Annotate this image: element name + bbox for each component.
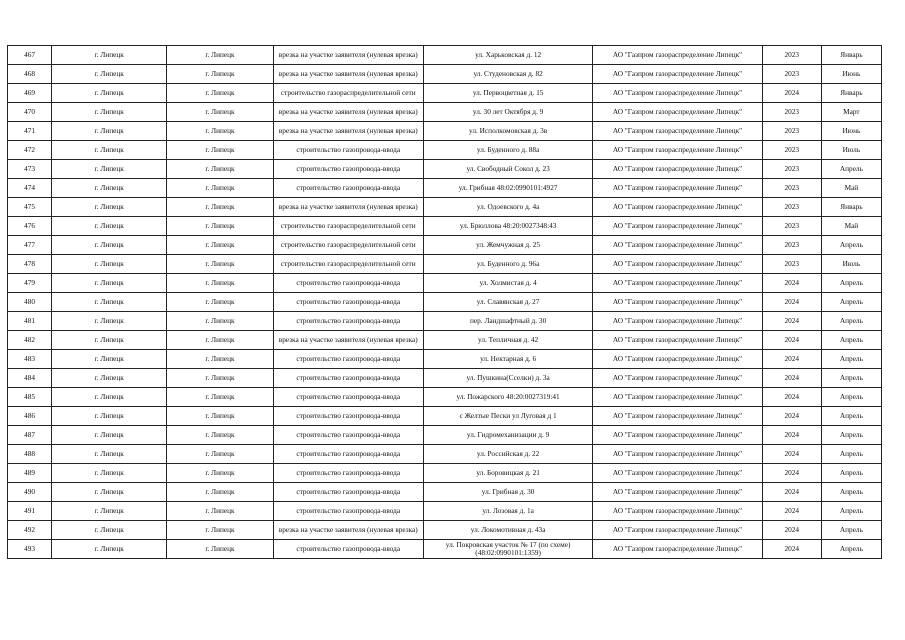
- row-number-cell: 479: [8, 274, 52, 293]
- table-row: [8, 198, 882, 217]
- settlement-cell: г. Липецк: [167, 274, 273, 293]
- table-row: [8, 445, 882, 464]
- work-type-cell: строительство газопровода-ввода: [273, 407, 423, 426]
- month-cell: Июль: [821, 255, 881, 274]
- address-cell: ул. Гидромеханизации д. 9: [423, 426, 592, 445]
- settlement-cell: г. Липецк: [167, 179, 273, 198]
- organization-cell: АО "Газпром газораспределение Липецк": [593, 84, 762, 103]
- work-type-cell: строительство газопровода-ввода: [273, 483, 423, 502]
- table-row: [8, 103, 882, 122]
- month-cell: Июнь: [821, 65, 881, 84]
- organization-cell: АО "Газпром газораспределение Липецк": [593, 65, 762, 84]
- table-row: [8, 236, 882, 255]
- month-cell: Апрель: [821, 502, 881, 521]
- table-row: [8, 255, 882, 274]
- settlement-cell: г. Липецк: [167, 236, 273, 255]
- settlement-cell: г. Липецк: [167, 464, 273, 483]
- settlement-cell: г. Липецк: [167, 369, 273, 388]
- work-type-cell: строительство газораспределительной сети: [273, 255, 423, 274]
- city-cell: г. Липецк: [52, 483, 167, 502]
- year-cell: 2023: [762, 217, 821, 236]
- table-row: [8, 312, 882, 331]
- settlement-cell: г. Липецк: [167, 160, 273, 179]
- row-number-cell: 481: [8, 312, 52, 331]
- table-row: [8, 426, 882, 445]
- city-cell: г. Липецк: [52, 236, 167, 255]
- address-cell: ул. Жемчужная д. 25: [423, 236, 592, 255]
- address-cell: ул. Одоевского д. 4а: [423, 198, 592, 217]
- settlement-cell: г. Липецк: [167, 350, 273, 369]
- city-cell: г. Липецк: [52, 388, 167, 407]
- organization-cell: АО "Газпром газораспределение Липецк": [593, 483, 762, 502]
- table-row: [8, 293, 882, 312]
- month-cell: Апрель: [821, 426, 881, 445]
- year-cell: 2023: [762, 141, 821, 160]
- work-type-cell: строительство газопровода-ввода: [273, 179, 423, 198]
- settlement-cell: г. Липецк: [167, 502, 273, 521]
- table-row: [8, 521, 882, 540]
- table-row: [8, 217, 882, 236]
- month-cell: Апрель: [821, 388, 881, 407]
- address-cell: ул. Боровицкая д. 21: [423, 464, 592, 483]
- address-cell: ул. Локомотивная д. 43а: [423, 521, 592, 540]
- month-cell: Январь: [821, 198, 881, 217]
- month-cell: Апрель: [821, 274, 881, 293]
- organization-cell: АО "Газпром газораспределение Липецк": [593, 198, 762, 217]
- city-cell: г. Липецк: [52, 84, 167, 103]
- address-cell: ул. Первоцветная д. 15: [423, 84, 592, 103]
- year-cell: 2023: [762, 122, 821, 141]
- address-cell: с Желтые Пески ул Луговая д 1: [423, 407, 592, 426]
- city-cell: г. Липецк: [52, 426, 167, 445]
- organization-cell: АО "Газпром газораспределение Липецк": [593, 103, 762, 122]
- address-cell: ул. Холмистая д. 4: [423, 274, 592, 293]
- year-cell: 2023: [762, 198, 821, 217]
- work-type-cell: строительство газопровода-ввода: [273, 274, 423, 293]
- row-number-cell: 474: [8, 179, 52, 198]
- year-cell: 2024: [762, 521, 821, 540]
- row-number-cell: 468: [8, 65, 52, 84]
- table-row: [8, 160, 882, 179]
- city-cell: г. Липецк: [52, 274, 167, 293]
- organization-cell: АО "Газпром газораспределение Липецк": [593, 521, 762, 540]
- work-type-cell: врезка на участке заявителя (нулевая врезка): [273, 521, 423, 540]
- table-row: [8, 502, 882, 521]
- address-cell: пер. Ландшафтный д. 30: [423, 312, 592, 331]
- organization-cell: АО "Газпром газораспределение Липецк": [593, 464, 762, 483]
- city-cell: г. Липецк: [52, 521, 167, 540]
- settlement-cell: г. Липецк: [167, 312, 273, 331]
- address-cell: ул. Студеновская д. 82: [423, 65, 592, 84]
- address-cell: ул. Свободный Сокол д. 23: [423, 160, 592, 179]
- settlement-cell: г. Липецк: [167, 122, 273, 141]
- month-cell: Апрель: [821, 331, 881, 350]
- row-number-cell: 473: [8, 160, 52, 179]
- settlement-cell: г. Липецк: [167, 65, 273, 84]
- city-cell: г. Липецк: [52, 407, 167, 426]
- organization-cell: АО "Газпром газораспределение Липецк": [593, 426, 762, 445]
- city-cell: г. Липецк: [52, 293, 167, 312]
- work-type-cell: строительство газопровода-ввода: [273, 160, 423, 179]
- table-body: [8, 46, 882, 559]
- year-cell: 2024: [762, 407, 821, 426]
- month-cell: Апрель: [821, 312, 881, 331]
- month-cell: Апрель: [821, 483, 881, 502]
- month-cell: Март: [821, 103, 881, 122]
- year-cell: 2024: [762, 274, 821, 293]
- table-row: [8, 464, 882, 483]
- work-type-cell: врезка на участке заявителя (нулевая врезка): [273, 198, 423, 217]
- table-row: [8, 122, 882, 141]
- work-type-cell: строительство газопровода-ввода: [273, 312, 423, 331]
- address-cell: ул. Славянская д. 27: [423, 293, 592, 312]
- year-cell: 2024: [762, 350, 821, 369]
- work-type-cell: врезка на участке заявителя (нулевая врезка): [273, 103, 423, 122]
- row-number-cell: 482: [8, 331, 52, 350]
- address-cell: ул. Пушкина(Сселки) д. 3а: [423, 369, 592, 388]
- row-number-cell: 478: [8, 255, 52, 274]
- row-number-cell: 492: [8, 521, 52, 540]
- city-cell: г. Липецк: [52, 445, 167, 464]
- city-cell: г. Липецк: [52, 540, 167, 559]
- year-cell: 2023: [762, 65, 821, 84]
- row-number-cell: 476: [8, 217, 52, 236]
- work-type-cell: врезка на участке заявителя (нулевая врезка): [273, 331, 423, 350]
- month-cell: Январь: [821, 84, 881, 103]
- work-type-cell: строительство газопровода-ввода: [273, 293, 423, 312]
- month-cell: Апрель: [821, 521, 881, 540]
- year-cell: 2024: [762, 426, 821, 445]
- organization-cell: АО "Газпром газораспределение Липецк": [593, 179, 762, 198]
- table-row: [8, 369, 882, 388]
- work-type-cell: строительство газопровода-ввода: [273, 369, 423, 388]
- city-cell: г. Липецк: [52, 217, 167, 236]
- month-cell: Январь: [821, 46, 881, 65]
- year-cell: 2024: [762, 84, 821, 103]
- row-number-cell: 491: [8, 502, 52, 521]
- table-row: [8, 84, 882, 103]
- row-number-cell: 486: [8, 407, 52, 426]
- month-cell: Апрель: [821, 407, 881, 426]
- settlement-cell: г. Липецк: [167, 198, 273, 217]
- address-cell: ул. Буденного д. 96а: [423, 255, 592, 274]
- organization-cell: АО "Газпром газораспределение Липецк": [593, 540, 762, 559]
- city-cell: г. Липецк: [52, 122, 167, 141]
- work-type-cell: строительство газораспределительной сети: [273, 236, 423, 255]
- month-cell: Май: [821, 217, 881, 236]
- settlement-cell: г. Липецк: [167, 103, 273, 122]
- year-cell: 2024: [762, 312, 821, 331]
- work-type-cell: строительство газопровода-ввода: [273, 464, 423, 483]
- year-cell: 2024: [762, 502, 821, 521]
- organization-cell: АО "Газпром газораспределение Липецк": [593, 369, 762, 388]
- address-cell: ул. Грибная д. 30: [423, 483, 592, 502]
- month-cell: Июль: [821, 141, 881, 160]
- year-cell: 2024: [762, 445, 821, 464]
- address-cell: ул. Брюллова 48:20:0027348:43: [423, 217, 592, 236]
- year-cell: 2024: [762, 483, 821, 502]
- work-type-cell: строительство газораспределительной сети: [273, 217, 423, 236]
- year-cell: 2024: [762, 369, 821, 388]
- table-row: [8, 388, 882, 407]
- row-number-cell: 477: [8, 236, 52, 255]
- table-row: [8, 331, 882, 350]
- month-cell: Апрель: [821, 540, 881, 559]
- organization-cell: АО "Газпром газораспределение Липецк": [593, 255, 762, 274]
- month-cell: Апрель: [821, 350, 881, 369]
- settlement-cell: г. Липецк: [167, 217, 273, 236]
- address-cell: ул. 30 лет Октября д. 9: [423, 103, 592, 122]
- month-cell: Июнь: [821, 122, 881, 141]
- gasification-table: [7, 45, 882, 559]
- work-type-cell: врезка на участке заявителя (нулевая врезка): [273, 46, 423, 65]
- year-cell: 2023: [762, 160, 821, 179]
- organization-cell: АО "Газпром газораспределение Липецк": [593, 160, 762, 179]
- city-cell: г. Липецк: [52, 141, 167, 160]
- row-number-cell: 470: [8, 103, 52, 122]
- settlement-cell: г. Липецк: [167, 407, 273, 426]
- year-cell: 2024: [762, 293, 821, 312]
- row-number-cell: 475: [8, 198, 52, 217]
- year-cell: 2023: [762, 46, 821, 65]
- row-number-cell: 488: [8, 445, 52, 464]
- table-row: [8, 46, 882, 65]
- work-type-cell: строительство газопровода-ввода: [273, 445, 423, 464]
- month-cell: Апрель: [821, 445, 881, 464]
- table-row: [8, 483, 882, 502]
- table-row: [8, 540, 882, 559]
- work-type-cell: врезка на участке заявителя (нулевая врезка): [273, 122, 423, 141]
- organization-cell: АО "Газпром газораспределение Липецк": [593, 312, 762, 331]
- row-number-cell: 483: [8, 350, 52, 369]
- settlement-cell: г. Липецк: [167, 540, 273, 559]
- month-cell: Апрель: [821, 236, 881, 255]
- address-cell: ул. Грибная 48:02:0990101:4927: [423, 179, 592, 198]
- organization-cell: АО "Газпром газораспределение Липецк": [593, 388, 762, 407]
- organization-cell: АО "Газпром газораспределение Липецк": [593, 46, 762, 65]
- row-number-cell: 472: [8, 141, 52, 160]
- work-type-cell: строительство газопровода-ввода: [273, 426, 423, 445]
- city-cell: г. Липецк: [52, 464, 167, 483]
- table-row: [8, 65, 882, 84]
- settlement-cell: г. Липецк: [167, 255, 273, 274]
- row-number-cell: 490: [8, 483, 52, 502]
- row-number-cell: 467: [8, 46, 52, 65]
- settlement-cell: г. Липецк: [167, 331, 273, 350]
- row-number-cell: 489: [8, 464, 52, 483]
- settlement-cell: г. Липецк: [167, 521, 273, 540]
- row-number-cell: 493: [8, 540, 52, 559]
- address-cell: ул. Буденного д. 88а: [423, 141, 592, 160]
- settlement-cell: г. Липецк: [167, 84, 273, 103]
- organization-cell: АО "Газпром газораспределение Липецк": [593, 350, 762, 369]
- table-row: [8, 141, 882, 160]
- city-cell: г. Липецк: [52, 179, 167, 198]
- year-cell: 2023: [762, 103, 821, 122]
- work-type-cell: строительство газопровода-ввода: [273, 388, 423, 407]
- table-row: [8, 179, 882, 198]
- city-cell: г. Липецк: [52, 103, 167, 122]
- year-cell: 2024: [762, 540, 821, 559]
- month-cell: Апрель: [821, 369, 881, 388]
- table-row: [8, 407, 882, 426]
- organization-cell: АО "Газпром газораспределение Липецк": [593, 293, 762, 312]
- city-cell: г. Липецк: [52, 65, 167, 84]
- settlement-cell: г. Липецк: [167, 483, 273, 502]
- organization-cell: АО "Газпром газораспределение Липецк": [593, 502, 762, 521]
- row-number-cell: 480: [8, 293, 52, 312]
- city-cell: г. Липецк: [52, 160, 167, 179]
- settlement-cell: г. Липецк: [167, 445, 273, 464]
- settlement-cell: г. Липецк: [167, 388, 273, 407]
- organization-cell: АО "Газпром газораспределение Липецк": [593, 445, 762, 464]
- settlement-cell: г. Липецк: [167, 293, 273, 312]
- work-type-cell: врезка на участке заявителя (нулевая врезка): [273, 65, 423, 84]
- address-cell: ул. Покровская участок № 17 (по схеме) (48:02:0990101:1359): [423, 540, 592, 559]
- year-cell: 2024: [762, 388, 821, 407]
- organization-cell: АО "Газпром газораспределение Липецк": [593, 217, 762, 236]
- work-type-cell: строительство газопровода-ввода: [273, 350, 423, 369]
- address-cell: ул. Российская д. 22: [423, 445, 592, 464]
- organization-cell: АО "Газпром газораспределение Липецк": [593, 141, 762, 160]
- organization-cell: АО "Газпром газораспределение Липецк": [593, 236, 762, 255]
- settlement-cell: г. Липецк: [167, 426, 273, 445]
- month-cell: Апрель: [821, 160, 881, 179]
- year-cell: 2023: [762, 179, 821, 198]
- work-type-cell: строительство газопровода-ввода: [273, 502, 423, 521]
- address-cell: ул. Харьковская д. 12: [423, 46, 592, 65]
- city-cell: г. Липецк: [52, 369, 167, 388]
- city-cell: г. Липецк: [52, 312, 167, 331]
- organization-cell: АО "Газпром газораспределение Липецк": [593, 331, 762, 350]
- work-type-cell: строительство газопровода-ввода: [273, 141, 423, 160]
- year-cell: 2023: [762, 255, 821, 274]
- work-type-cell: строительство газопровода-ввода: [273, 540, 423, 559]
- city-cell: г. Липецк: [52, 350, 167, 369]
- month-cell: Май: [821, 179, 881, 198]
- row-number-cell: 487: [8, 426, 52, 445]
- city-cell: г. Липецк: [52, 46, 167, 65]
- organization-cell: АО "Газпром газораспределение Липецк": [593, 122, 762, 141]
- row-number-cell: 484: [8, 369, 52, 388]
- row-number-cell: 485: [8, 388, 52, 407]
- table-row: [8, 274, 882, 293]
- city-cell: г. Липецк: [52, 502, 167, 521]
- year-cell: 2024: [762, 464, 821, 483]
- address-cell: ул. Лозовая д. 1а: [423, 502, 592, 521]
- month-cell: Апрель: [821, 293, 881, 312]
- address-cell: ул. Исполкомовская д. 3в: [423, 122, 592, 141]
- row-number-cell: 469: [8, 84, 52, 103]
- address-cell: ул. Тепличная д. 42: [423, 331, 592, 350]
- year-cell: 2023: [762, 236, 821, 255]
- organization-cell: АО "Газпром газораспределение Липецк": [593, 274, 762, 293]
- work-type-cell: строительство газораспределительной сети: [273, 84, 423, 103]
- city-cell: г. Липецк: [52, 198, 167, 217]
- settlement-cell: г. Липецк: [167, 141, 273, 160]
- address-cell: ул. Нектарная д. 6: [423, 350, 592, 369]
- city-cell: г. Липецк: [52, 331, 167, 350]
- month-cell: Апрель: [821, 464, 881, 483]
- table-row: [8, 350, 882, 369]
- address-cell: ул. Пожарского 48:20:0027319:41: [423, 388, 592, 407]
- row-number-cell: 471: [8, 122, 52, 141]
- city-cell: г. Липецк: [52, 255, 167, 274]
- year-cell: 2024: [762, 331, 821, 350]
- organization-cell: АО "Газпром газораспределение Липецк": [593, 407, 762, 426]
- settlement-cell: г. Липецк: [167, 46, 273, 65]
